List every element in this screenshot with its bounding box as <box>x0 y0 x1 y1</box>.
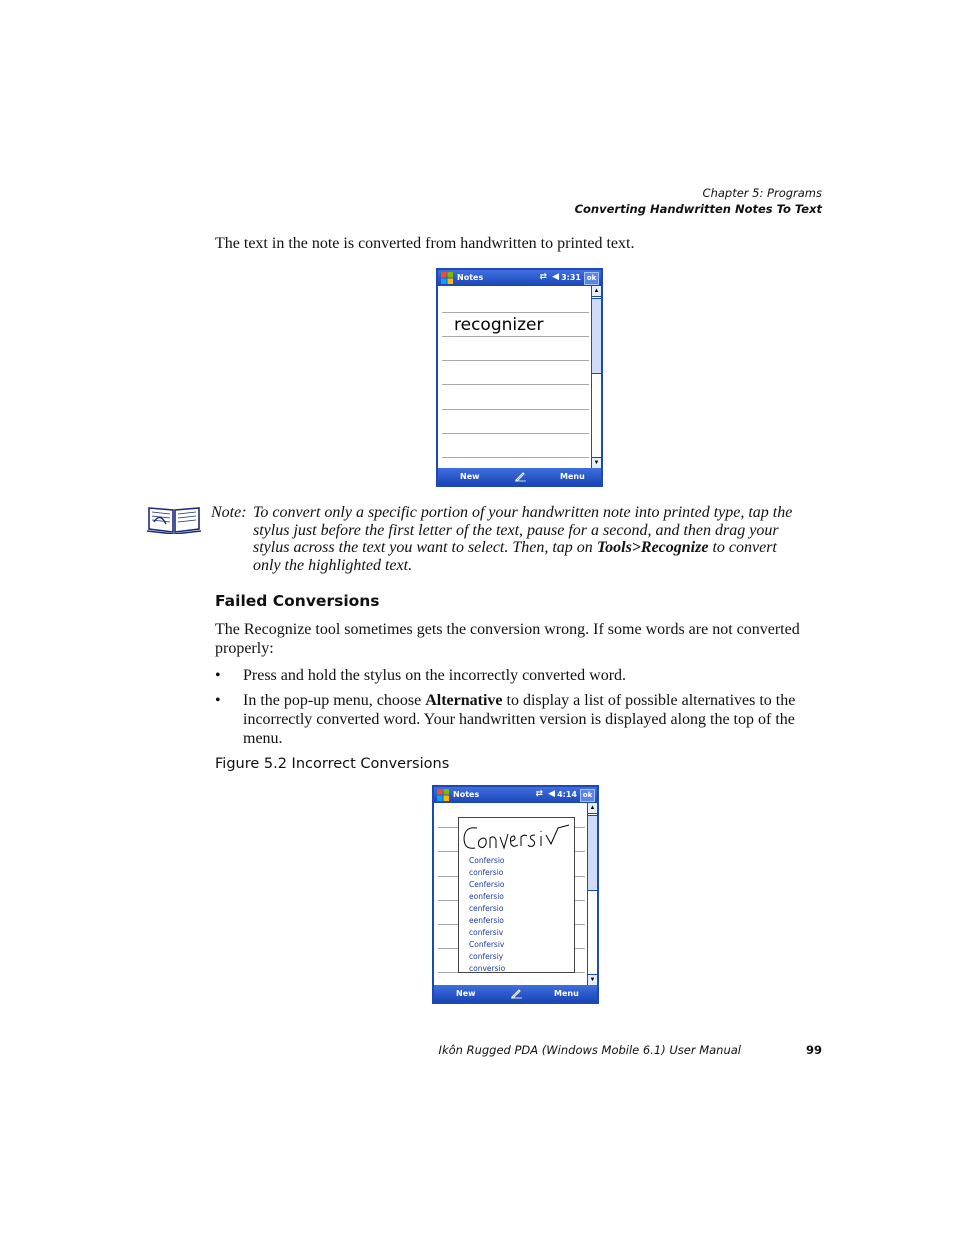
footer-manual-title: Ikôn Rugged PDA (Windows Mobile 6.1) User Manual <box>438 1043 741 1057</box>
pda-title-bar <box>438 270 601 286</box>
running-header-section: Converting Handwritten Notes To Text <box>574 202 822 216</box>
menu-softkey: Menu <box>560 472 585 481</box>
pen-input-icon <box>510 987 522 999</box>
ok-button: ok <box>580 789 595 802</box>
pda-title-bar <box>434 787 597 803</box>
alternative-item: confersio <box>469 868 504 877</box>
scroll-thumb <box>592 298 601 374</box>
scroll-up-icon: ▲ <box>588 803 597 814</box>
new-softkey: New <box>460 472 480 481</box>
bullet-marker: • <box>215 692 221 709</box>
page-number: 99 <box>805 1043 822 1057</box>
menu-softkey: Menu <box>554 989 579 998</box>
scroll-down-icon: ▼ <box>588 974 597 985</box>
note-text <box>253 504 798 574</box>
bullet-text <box>243 691 823 748</box>
windows-start-icon <box>437 789 449 801</box>
note-text-part1: To convert only a specific portion of your handwritten note into printed type, tap the stylus just before the first letter of the text, pause for a second, and then drag your stylus across the text you want to select. Then, tap on <box>253 504 793 556</box>
volume-icon: ◀ <box>552 272 559 282</box>
bullet-text: Press and hold the stylus on the incorrectly converted word. <box>243 667 627 684</box>
recognized-text: recognizer <box>454 315 544 335</box>
alternative-item: Confersiv <box>469 940 505 949</box>
pda-menu-bar <box>434 985 597 1002</box>
pda-app-title: Notes <box>453 790 480 799</box>
bullet-text-part2: to display a list of possible alternatives to the incorrectly converted word. Your handwritten version is displayed along the top of the menu. <box>243 692 796 747</box>
bullet-text-bold: Alternative <box>425 692 503 709</box>
scroll-down-icon: ▼ <box>592 457 601 468</box>
alternative-item: Confersio <box>469 856 505 865</box>
intro-paragraph: The text in the note is converted from handwritten to printed text. <box>215 235 635 252</box>
alternative-item: confersiv <box>469 928 504 937</box>
running-header-chapter: Chapter 5: Programs <box>702 186 822 200</box>
pen-input-icon <box>514 470 526 482</box>
alternatives-popup-menu <box>458 817 575 973</box>
handwriting-preview <box>461 820 571 854</box>
figure-caption: Figure 5.2 Incorrect Conversions <box>215 756 450 772</box>
alternative-item: conversio <box>469 964 506 973</box>
alternative-item: cenfersio <box>469 904 504 913</box>
volume-icon: ◀ <box>548 789 555 799</box>
pda-screenshot-recognized <box>436 268 603 487</box>
pda-menu-bar <box>438 468 601 485</box>
ok-button: ok <box>584 272 599 285</box>
alternative-item: confersiy <box>469 952 504 961</box>
bullet-marker: • <box>215 667 221 684</box>
windows-start-icon <box>441 272 453 284</box>
note-text-part2: to convert only the highlighted text. <box>253 539 777 574</box>
alternative-item: Cenfersio <box>469 880 505 889</box>
note-label: Note: <box>211 504 247 521</box>
pda-scrollbar <box>591 286 601 468</box>
pda-screenshot-alternatives <box>432 785 599 1004</box>
scroll-thumb <box>588 815 597 891</box>
pda-app-title: Notes <box>457 273 484 282</box>
pda-clock: 4:14 <box>557 790 577 799</box>
book-note-icon <box>146 502 202 534</box>
bullet-text-part1: In the pop-up menu, choose <box>243 692 426 709</box>
pda-scrollbar <box>587 803 597 985</box>
new-softkey: New <box>456 989 476 998</box>
pda-clock: 3:31 <box>561 273 581 282</box>
alternative-item: eenfersio <box>469 916 504 925</box>
failed-paragraph: The Recognize tool sometimes gets the conversion wrong. If some words are not converted properly: <box>215 621 800 657</box>
section-heading: Failed Conversions <box>215 592 380 610</box>
scroll-up-icon: ▲ <box>592 286 601 297</box>
connectivity-icon: ⇄ <box>539 272 547 282</box>
note-text-bold: Tools>Recognize <box>596 539 709 556</box>
connectivity-icon: ⇄ <box>535 789 543 799</box>
alternative-item: eonfersio <box>469 892 504 901</box>
